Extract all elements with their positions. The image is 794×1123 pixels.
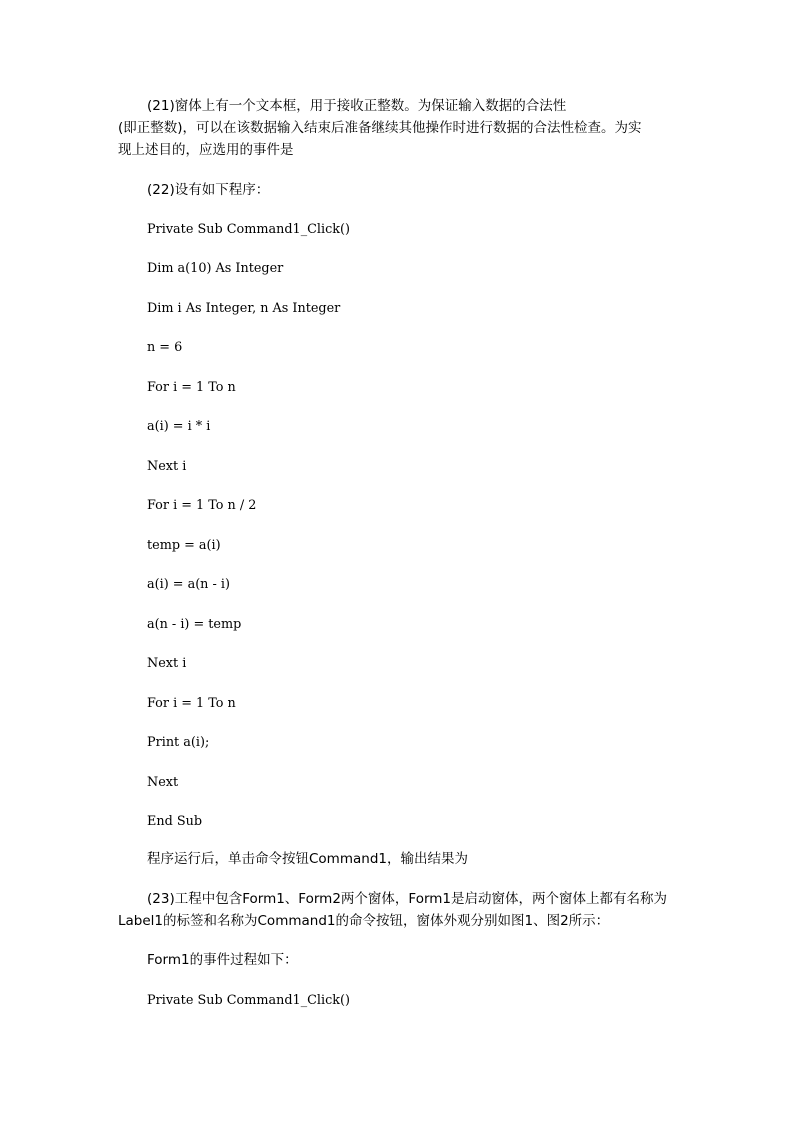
q22-code-line: End Sub <box>147 814 203 829</box>
q22-code-line: Dim a(10) As Integer <box>147 261 284 276</box>
q22-code-line: Private Sub Command1_Click() <box>147 222 350 237</box>
q22-code-line: Print a(i); <box>147 735 210 750</box>
q23-line-1: (23)工程中包含Form1、Form2两个窗体，Form1是启动窗体，两个窗体上都有名称为 <box>147 891 667 907</box>
q22-code-line: n = 6 <box>147 340 183 355</box>
q22-code-line: Next <box>147 775 179 790</box>
q21-line-2: (即正整数)，可以在该数据输入结束后准备继续其他操作时进行数据的合法性检查。为实 <box>118 120 642 136</box>
q22-code-line: temp = a(i) <box>147 538 221 553</box>
q22-intro: (22)设有如下程序： <box>147 182 270 198</box>
q22-code-line: Next i <box>147 656 187 671</box>
q23-intro: Form1的事件过程如下： <box>147 952 298 968</box>
q21-line-1: (21)窗体上有一个文本框，用于接收正整数。为保证输入数据的合法性 <box>147 98 567 114</box>
q22-code-line: Next i <box>147 459 187 474</box>
q23-line-2: Label1的标签和名称为Command1的命令按钮，窗体外观分别如图1、图2所示： <box>118 913 610 929</box>
q22-question: 程序运行后，单击命令按钮Command1，输出结果为 <box>147 851 468 867</box>
q23-code-line: Private Sub Command1_Click() <box>147 993 350 1008</box>
q22-code-line: For i = 1 To n <box>147 380 236 395</box>
q22-code-line: a(n - i) = temp <box>147 617 242 632</box>
q22-code-line: Dim i As Integer, n As Integer <box>147 301 341 316</box>
q22-code-line: For i = 1 To n <box>147 696 236 711</box>
q21-line-3: 现上述目的，应选用的事件是 <box>118 142 294 158</box>
q22-code-line: a(i) = i * i <box>147 419 211 434</box>
q22-code-line: For i = 1 To n / 2 <box>147 498 257 513</box>
q22-code-line: a(i) = a(n - i) <box>147 577 230 592</box>
